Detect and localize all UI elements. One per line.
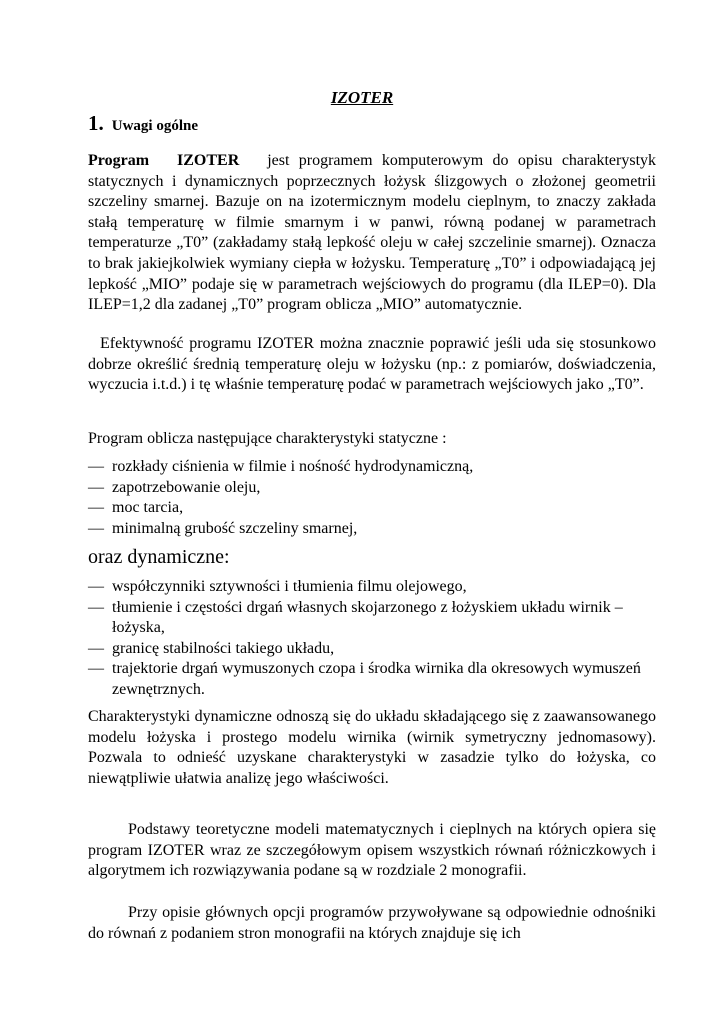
list-item-text: tłumienie i częstości drgań własnych skojarzonego z łożyskiem układu wirnik – łożyska, xyxy=(112,598,623,637)
dynamic-list xyxy=(88,577,656,701)
document-title: IZOTER xyxy=(330,88,394,107)
section-label: Uwagi ogólne xyxy=(111,118,198,134)
dash-marker: — xyxy=(88,478,104,496)
dash-marker: — xyxy=(88,598,104,616)
efficiency-paragraph-block xyxy=(88,334,656,396)
intro-bold-program: Program xyxy=(88,152,150,169)
dynamic-heading: oraz dynamiczne: xyxy=(88,546,230,568)
options-paragraph: Przy opisie głównych opcji programów przywoływane są odpowiednie odnośniki do równań z podaniem stron monografii na których znajduje się ich xyxy=(88,904,656,942)
dash-marker: — xyxy=(88,499,104,517)
dash-marker: — xyxy=(88,578,104,595)
efficiency-paragraph: Efektywność programu IZOTER można znacznie poprawić jeśli uda się stosunkowo dobrze określić średnią temperaturę oleju w łożysku (np.: z pomiarów, doświadczenia, wyczucia i.t.d.) i tę właśnie temperaturę podać w parametrach wejściowych jako „T0”. xyxy=(88,335,656,394)
list-item-text: zapotrzebowanie oleju, xyxy=(112,478,261,496)
static-heading-block xyxy=(88,429,656,450)
dynamic-paragraph: Charakterystyki dynamiczne odnoszą się do układu składającego się z zaawansowanego modelu łożyska i prostego modelu wirnika (wirnik symetryczny jednomasowy). Pozwala to odnieść uzyskane charakterystyki w zasadzie tylko do łożyska, co niewątpliwie ułatwia analizę jego właściwości. xyxy=(88,708,656,787)
static-heading: Program oblicza następujące charakterystyki statyczne : xyxy=(88,430,447,447)
list-item-text: moc tarcia, xyxy=(112,499,184,517)
list-item xyxy=(88,659,656,700)
dash-marker: — xyxy=(88,458,104,475)
dash-marker: — xyxy=(88,639,104,657)
section-number: 1. xyxy=(88,111,104,135)
section-heading xyxy=(88,111,198,138)
dash-marker: — xyxy=(88,660,104,678)
intro-bold-izoter: IZOTER xyxy=(177,152,240,169)
list-item-text: współczynniki sztywności i tłumienia filmu olejowego, xyxy=(112,578,467,595)
list-item xyxy=(88,478,656,499)
theory-paragraph-block xyxy=(88,820,656,882)
theory-paragraph: Podstawy teoretyczne modeli matematycznych i cieplnych na których opiera się program IZOTER wraz ze szczegółowym opisem wszystkich równań różniczkowych i algorytmem ich rozwiązywania podane są w rozdziale 2 monografii. xyxy=(88,821,656,880)
list-item-text: trajektorie drgań wymuszonych czopa i środka wirnika dla okresowych wymuszeń zewnętrznych. xyxy=(112,660,641,698)
options-paragraph-block xyxy=(88,903,656,944)
list-item xyxy=(88,639,656,660)
list-item xyxy=(88,598,656,639)
list-item xyxy=(88,577,656,598)
list-item xyxy=(88,519,656,540)
dynamic-paragraph-block xyxy=(88,707,656,789)
intro-text: jest programem komputerowym do opisu charakterystyk statycznych i dynamicznych poprzecznych łożysk ślizgowych o złożonej geometrii szczeliny smarnej. Bazuje on na izotermicznym modelu cieplnym, to znaczy zakłada stałą temperaturę w filmie smarnym i w panwi, równą podanej w parametrach temperaturze „T0” (zakładamy stałą lepkość oleju w całej szczelinie smarnej). Oznacza to brak jakiejkolwiek wymiany ciepła w łożysku. Temperaturę „T0” i odpowiadającą jej lepkość „MIO” podaje się w parametrach wejściowych do programu (dla ILEP=0). Dla ILEP=1,2 dla zadanej „T0” program oblicza „MIO” automatycznie. xyxy=(88,152,657,314)
intro-paragraph xyxy=(88,151,656,316)
dash-marker: — xyxy=(88,519,104,537)
list-item xyxy=(88,498,656,519)
static-list xyxy=(88,457,656,539)
list-item-text: granicę stabilności takiego układu, xyxy=(112,639,335,657)
list-item-text: rozkłady ciśnienia w filmie i nośność hydrodynamiczną, xyxy=(112,458,474,475)
list-item-text: minimalną grubość szczeliny smarnej, xyxy=(112,519,358,537)
list-item xyxy=(88,457,656,478)
